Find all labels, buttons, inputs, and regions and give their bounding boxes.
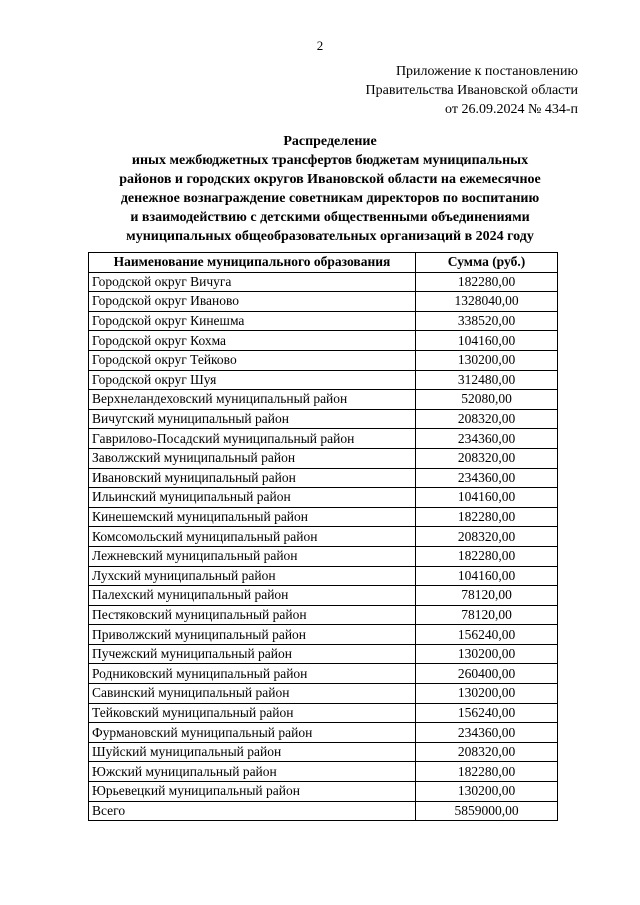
amount: 208320,00 xyxy=(416,409,558,429)
amount: 182280,00 xyxy=(416,762,558,782)
amount: 260400,00 xyxy=(416,664,558,684)
amount: 104160,00 xyxy=(416,331,558,351)
title-line: иных межбюджетных трансфертов бюджетам муниципальных xyxy=(131,153,529,168)
total-label: Всего xyxy=(89,801,416,821)
table-row xyxy=(89,272,558,292)
municipality-name: Вичугский муниципальный район xyxy=(89,409,416,429)
amount: 104160,00 xyxy=(416,488,558,508)
table-row xyxy=(89,488,558,508)
table-row xyxy=(89,292,558,312)
title-line: и взаимодействию с детскими общественными объединениями xyxy=(130,210,530,225)
table-row xyxy=(89,782,558,802)
table-row xyxy=(89,429,558,449)
table-row xyxy=(89,311,558,331)
municipality-name: Приволжский муниципальный район xyxy=(89,625,416,645)
amount: 208320,00 xyxy=(416,742,558,762)
municipality-name: Заволжский муниципальный район xyxy=(89,448,416,468)
table-row xyxy=(89,723,558,743)
municipality-name: Фурмановский муниципальный район xyxy=(89,723,416,743)
table-row xyxy=(89,468,558,488)
municipality-name: Савинский муниципальный район xyxy=(89,684,416,704)
table-row xyxy=(89,370,558,390)
municipality-name: Городской округ Тейково xyxy=(89,350,416,370)
municipality-name: Южский муниципальный район xyxy=(89,762,416,782)
municipality-name: Кинешемский муниципальный район xyxy=(89,507,416,527)
amount: 156240,00 xyxy=(416,703,558,723)
table-header-row xyxy=(89,253,558,273)
municipality-name: Шуйский муниципальный район xyxy=(89,742,416,762)
municipality-name: Городской округ Вичуга xyxy=(89,272,416,292)
header-sum: Сумма (руб.) xyxy=(416,253,558,273)
amount: 208320,00 xyxy=(416,527,558,547)
title-line: районов и городских округов Ивановской области на ежемесячное xyxy=(119,172,541,187)
amount: 78120,00 xyxy=(416,605,558,625)
amount: 1328040,00 xyxy=(416,292,558,312)
table-row xyxy=(89,546,558,566)
amount: 234360,00 xyxy=(416,723,558,743)
municipality-name: Ильинский муниципальный район xyxy=(89,488,416,508)
title-line: денежное вознаграждение советникам директоров по воспитанию xyxy=(120,191,540,206)
appendix-line: Правительства Ивановской области xyxy=(365,83,578,98)
amount: 182280,00 xyxy=(416,272,558,292)
title-line: муниципальных общеобразовательных организаций в 2024 году xyxy=(126,229,534,244)
amount: 338520,00 xyxy=(416,311,558,331)
municipality-name: Палехский муниципальный район xyxy=(89,586,416,606)
header-name: Наименование муниципального образования xyxy=(89,253,416,273)
title-line: Распределение xyxy=(283,134,377,149)
amount: 130200,00 xyxy=(416,782,558,802)
table-row xyxy=(89,684,558,704)
amount: 104160,00 xyxy=(416,566,558,586)
amount: 182280,00 xyxy=(416,546,558,566)
total-row xyxy=(89,801,558,821)
municipality-name: Лежневский муниципальный район xyxy=(89,546,416,566)
table-row xyxy=(89,566,558,586)
amount: 130200,00 xyxy=(416,350,558,370)
amount: 130200,00 xyxy=(416,684,558,704)
amount: 234360,00 xyxy=(416,429,558,449)
municipality-name: Комсомольский муниципальный район xyxy=(89,527,416,547)
amount: 52080,00 xyxy=(416,390,558,410)
table-row xyxy=(89,664,558,684)
total-amount: 5859000,00 xyxy=(416,801,558,821)
table-row xyxy=(89,507,558,527)
municipality-name: Городской округ Кохма xyxy=(89,331,416,351)
municipality-name: Пучежский муниципальный район xyxy=(89,644,416,664)
amount: 234360,00 xyxy=(416,468,558,488)
appendix-line: Приложение к постановлению xyxy=(395,64,578,79)
table-row xyxy=(89,448,558,468)
appendix-line: от 26.09.2024 № 434-п xyxy=(445,102,578,117)
amount: 312480,00 xyxy=(416,370,558,390)
amount: 78120,00 xyxy=(416,586,558,606)
municipality-name: Ивановский муниципальный район xyxy=(89,468,416,488)
amount: 156240,00 xyxy=(416,625,558,645)
municipality-name: Городской округ Шуя xyxy=(89,370,416,390)
table-row xyxy=(89,742,558,762)
municipality-name: Лухский муниципальный район xyxy=(89,566,416,586)
amount: 182280,00 xyxy=(416,507,558,527)
municipality-name: Пестяковский муниципальный район xyxy=(89,605,416,625)
table-row xyxy=(89,331,558,351)
table-row xyxy=(89,586,558,606)
amount: 130200,00 xyxy=(416,644,558,664)
table-row xyxy=(89,625,558,645)
page-number: 2 xyxy=(316,38,324,53)
municipality-name: Родниковский муниципальный район xyxy=(89,664,416,684)
table-row xyxy=(89,390,558,410)
municipality-name: Городской округ Кинешма xyxy=(89,311,416,331)
municipality-name: Верхнеландеховский муниципальный район xyxy=(89,390,416,410)
table-row xyxy=(89,409,558,429)
municipality-name: Юрьевецкий муниципальный район xyxy=(89,782,416,802)
document-title xyxy=(80,132,580,246)
municipality-name: Тейковский муниципальный район xyxy=(89,703,416,723)
municipality-name: Гаврилово-Посадский муниципальный район xyxy=(89,429,416,449)
table-row xyxy=(89,527,558,547)
table-row xyxy=(89,605,558,625)
table-row xyxy=(89,703,558,723)
municipality-name: Городской округ Иваново xyxy=(89,292,416,312)
table-row xyxy=(89,644,558,664)
appendix-note xyxy=(366,62,578,119)
amount: 208320,00 xyxy=(416,448,558,468)
distribution-table xyxy=(88,252,558,821)
table-row xyxy=(89,350,558,370)
table-row xyxy=(89,762,558,782)
